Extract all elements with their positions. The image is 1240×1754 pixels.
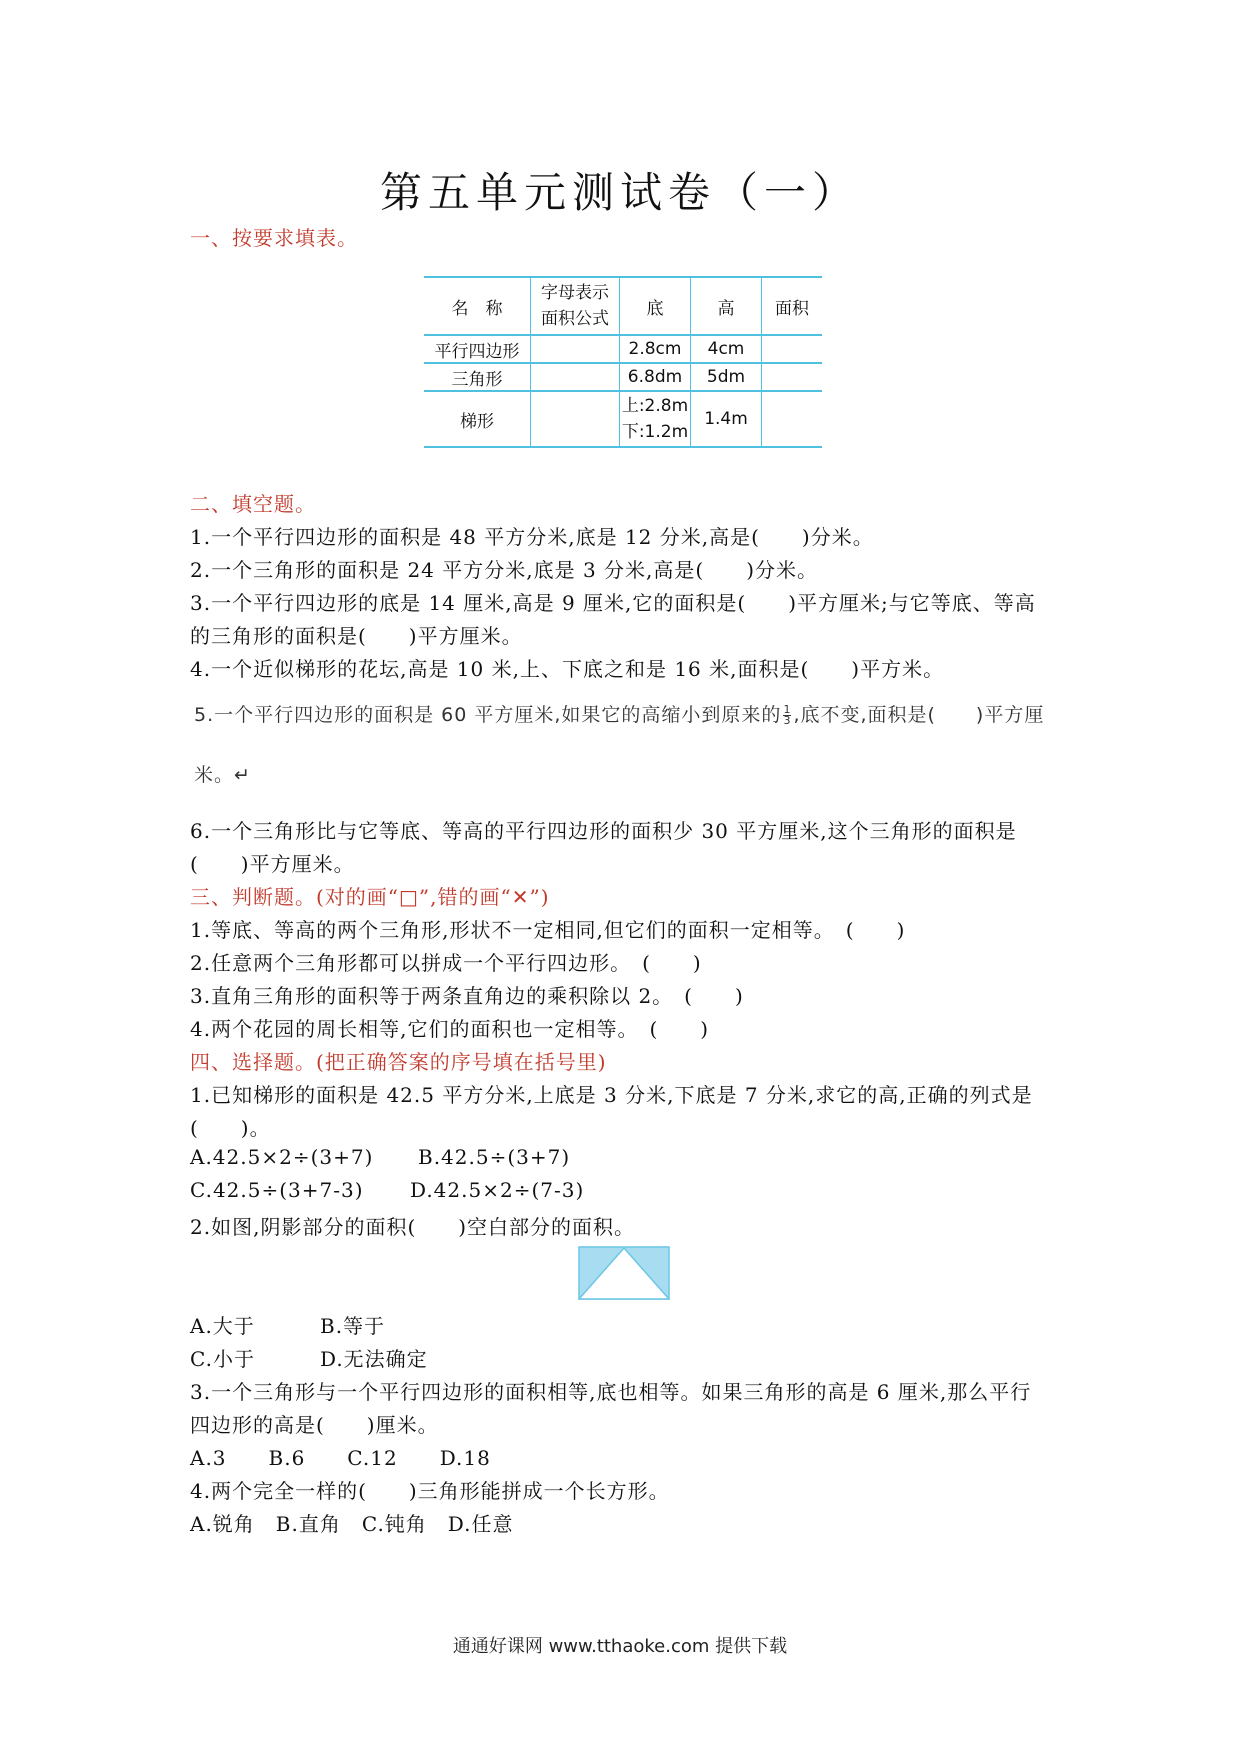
s4-q2-option-b: B.等于 xyxy=(320,1314,386,1338)
s4-q4-options: A.锐角 B.直角 C.钝角 D.任意 xyxy=(190,1512,514,1536)
s3-question-4: 4.两个花园的周长相等,它们的面积也一定相等。 ( ) xyxy=(190,1017,710,1041)
s4-q1-option-a: A.42.5×2÷(3+7) xyxy=(190,1145,374,1169)
s4-q1-option-b: B.42.5÷(3+7) xyxy=(418,1145,571,1169)
header-height: 高 xyxy=(691,277,762,335)
s2-question-6-line1: 6.一个三角形比与它等底、等高的平行四边形的面积少 30 平方厘米,这个三角形的面积是 xyxy=(190,819,1017,843)
s2-question-1: 1.一个平行四边形的面积是 48 平方分米,底是 12 分米,高是( )分米。 xyxy=(190,525,874,549)
s4-q2-option-d: D.无法确定 xyxy=(320,1347,428,1371)
section2-heading: 二、填空题。 xyxy=(190,492,316,516)
s2-question-3-line2: 的三角形的面积是( )平方厘米。 xyxy=(190,624,523,648)
s2-question-5-line2: 米。↵ xyxy=(194,764,251,786)
header-formula: 字母表示 面积公式 xyxy=(531,277,620,335)
section4-heading: 四、选择题。(把正确答案的序号填在括号里) xyxy=(190,1050,607,1074)
s4-question-1-line2: ( )。 xyxy=(190,1116,271,1140)
section3-heading: 三、判断题。(对的画“□”,错的画“✕”) xyxy=(190,885,550,909)
header-name: 名 称 xyxy=(424,277,531,335)
page-title: 第五单元测试卷（一） xyxy=(379,168,860,217)
table-row: 平行四边形 2.8cm 4cm xyxy=(424,335,822,363)
s2-question-5: 5.一个平行四边形的面积是 60 平方厘米,如果它的高缩小到原来的 $\frac{1}{3}$ ,底不变,面积是( )平方厘 xyxy=(194,703,1045,727)
header-base: 底 xyxy=(620,277,691,335)
s2-question-2: 2.一个三角形的面积是 24 平方分米,底是 3 分米,高是( )分米。 xyxy=(190,558,819,582)
table-row: 三角形 6.8dm 5dm xyxy=(424,363,822,391)
fraction: $\frac{1}{3}$ xyxy=(783,703,792,727)
s2-question-3-line1: 3.一个平行四边形的底是 14 厘米,高是 9 厘米,它的面积是( )平方厘米;与它等底、等高 xyxy=(190,591,1036,615)
s2-question-4: 4.一个近似梯形的花坛,高是 10 米,上、下底之和是 16 米,面积是( )平方米。 xyxy=(190,657,945,681)
s4-question-4: 4.两个完全一样的( )三角形能拼成一个长方形。 xyxy=(190,1479,670,1503)
s4-question-3-line2: 四边形的高是( )厘米。 xyxy=(190,1413,439,1437)
s3-question-1: 1.等底、等高的两个三角形,形状不一定相同,但它们的面积一定相等。 ( ) xyxy=(190,918,906,942)
s4-q2-option-a: A.大于 xyxy=(190,1314,255,1338)
table-row: 梯形 上:2.8m 下:1.2m 1.4m xyxy=(424,391,822,447)
s4-q2-option-c: C.小于 xyxy=(190,1347,255,1371)
shaded-figure xyxy=(578,1246,670,1300)
s4-q1-option-c: C.42.5÷(3+7-3) xyxy=(190,1178,364,1202)
fill-table xyxy=(424,276,822,448)
s2-question-6-line2: ( )平方厘米。 xyxy=(190,852,355,876)
s3-question-2: 2.任意两个三角形都可以拼成一个平行四边形。 ( ) xyxy=(190,951,702,975)
s4-q1-option-d: D.42.5×2÷(7-3) xyxy=(410,1178,585,1202)
s4-q3-options: A.3 B.6 C.12 D.18 xyxy=(190,1446,491,1470)
section1-heading: 一、按要求填表。 xyxy=(190,226,358,250)
s4-question-3-line1: 3.一个三角形与一个平行四边形的面积相等,底也相等。如果三角形的高是 6 厘米,那么平行 xyxy=(190,1380,1032,1404)
s4-question-2: 2.如图,阴影部分的面积( )空白部分的面积。 xyxy=(190,1215,636,1239)
header-area: 面积 xyxy=(762,277,823,335)
footer-credit: 通通好课网 www.tthaoke.com 提供下载 xyxy=(452,1636,788,1657)
s3-question-3: 3.直角三角形的面积等于两条直角边的乘积除以 2。 ( ) xyxy=(190,984,744,1008)
s4-question-1-line1: 1.已知梯形的面积是 42.5 平方分米,上底是 3 分米,下底是 7 分米,求它的高,正确的列式是 xyxy=(190,1083,1033,1107)
